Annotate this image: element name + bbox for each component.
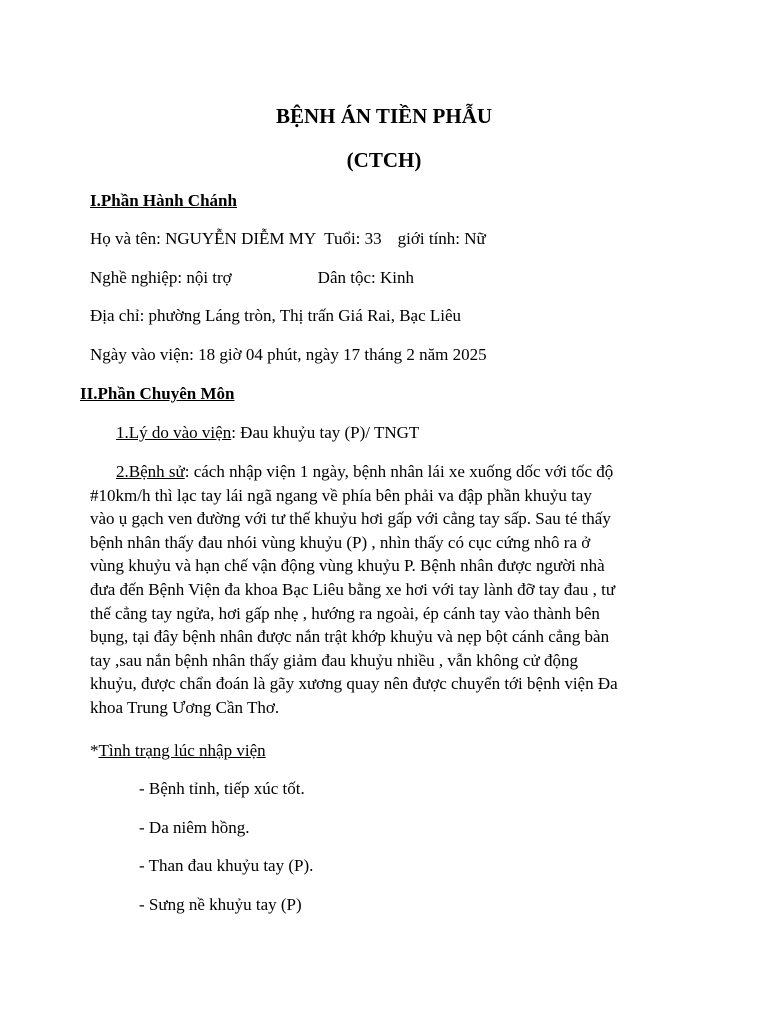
patient-ethnicity: Dân tộc: Kinh — [317, 268, 414, 287]
medical-history-label: 2.Bệnh sử — [116, 462, 185, 481]
document-title: BỆNH ÁN TIỀN PHẪU — [275, 104, 493, 128]
history-line: khuỷu, được chẩn đoán là gãy xương quay nên được chuyển tới bệnh viện Đa — [90, 674, 618, 694]
history-line: thế cẳng tay ngửa, hơi gấp nhẹ , hướng ra ngoài, ép cánh tay vào thành bên — [90, 603, 600, 623]
status-item: - Da niêm hồng. — [139, 818, 250, 837]
status-item: - Than đau khuỷu tay (P). — [139, 856, 314, 875]
history-line: bụng, tại đây bệnh nhân được nắn trật khớp khuỷu và nẹp bột cánh cẳng bàn — [90, 627, 610, 647]
admission-status-heading — [90, 741, 266, 761]
patient-info-line — [90, 229, 486, 249]
history-line: #10km/h thì lạc tay lái ngã ngang về phía bên phải va đập phần khuỷu tay — [90, 485, 592, 505]
history-line: vào ụ gạch ven đường với tư thế khuỷu hơi gấp với cẳng tay sấp. Sau té thấy — [90, 509, 611, 529]
patient-occupation: Nghề nghiệp: nội trợ — [90, 268, 232, 287]
status-item: - Bệnh tỉnh, tiếp xúc tốt. — [139, 779, 305, 798]
status-item: - Sưng nề khuỷu tay (P) — [139, 895, 302, 914]
occupation-line — [90, 268, 414, 288]
section-2-heading: II.Phần Chuyên Môn — [80, 384, 235, 403]
status-prefix: * — [90, 741, 99, 760]
patient-name: Họ và tên: NGUYỄN DIỄM MY — [90, 229, 317, 248]
medical-history-paragraph — [90, 460, 730, 720]
admission-time: Ngày vào viện: 18 giờ 04 phút, ngày 17 tháng 2 năm 2025 — [90, 345, 487, 364]
section-1-heading: I.Phần Hành Chánh — [90, 191, 237, 210]
history-line: vùng khuỷu và hạn chế vận động vùng khuỷu P. Bệnh nhân được người nhà — [90, 556, 605, 576]
patient-gender: giới tính: Nữ — [397, 229, 486, 248]
history-line: tay ,sau nắn bệnh nhân thấy giảm đau khuỷu nhiều , vẫn không cử động — [90, 650, 578, 670]
status-heading-text: Tình trạng lúc nhập viện — [98, 741, 266, 760]
admission-reason — [116, 423, 419, 443]
history-line: khoa Trung Ương Cần Thơ. — [90, 697, 280, 717]
history-line: bệnh nhân thấy đau nhói vùng khuỷu (P) , nhìn thấy có cục cứng nhô ra ở — [90, 532, 591, 552]
patient-address: Địa chỉ: phường Láng tròn, Thị trấn Giá Rai, Bạc Liêu — [90, 306, 462, 325]
history-line: 2.Bệnh sử: cách nhập viện 1 ngày, bệnh nhân lái xe xuống dốc với tốc độ — [116, 462, 614, 481]
patient-age: Tuổi: 33 — [324, 229, 382, 248]
document-subtitle: (CTCH) — [346, 148, 422, 172]
admission-reason-label: 1.Lý do vào viện — [116, 423, 232, 442]
history-line: đưa đến Bệnh Viện đa khoa Bạc Liêu bằng xe hơi với tay lành đỡ tay đau , tư — [90, 579, 616, 599]
admission-reason-value: : Đau khuỷu tay (P)/ TNGT — [231, 423, 420, 442]
